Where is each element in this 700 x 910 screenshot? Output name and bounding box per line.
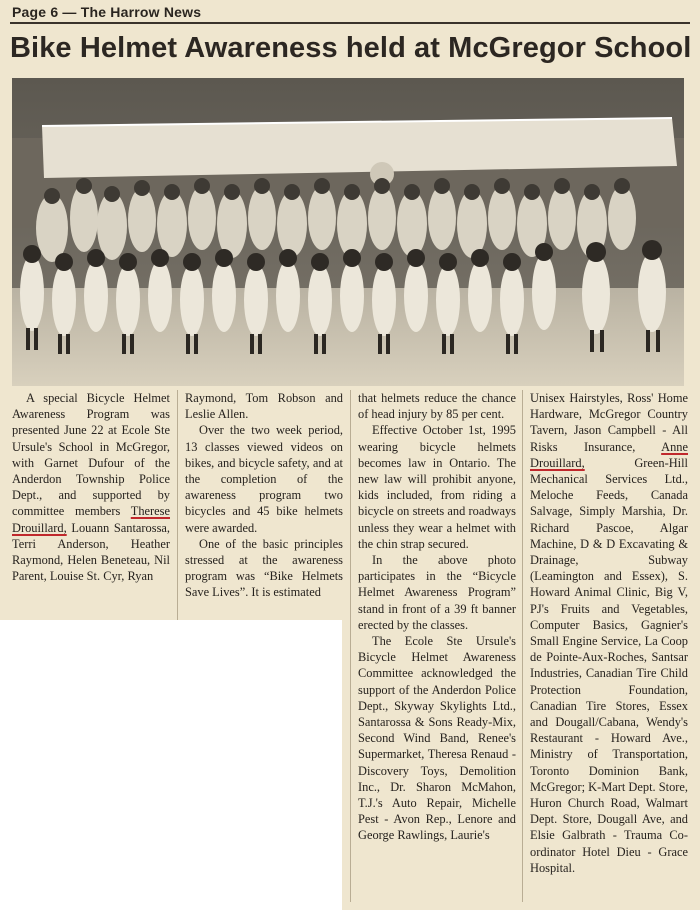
article-column-2	[185, 390, 343, 601]
article-column-1	[12, 390, 170, 584]
paragraph-text: Over the two week period, 13 classes viewed videos on bikes, and bicycle safety, and at the completion of the awareness program two bicycles and 45 bike helmets were awarded.	[185, 423, 343, 535]
column-rule	[350, 390, 351, 902]
paragraph-text: In the above photo participates in the “Bicycle Helmet Awareness Program” stand in front of a 39 ft banner erected by the classes.	[358, 553, 516, 632]
photo-illustration	[12, 78, 684, 386]
page-blank-area	[0, 620, 342, 910]
paragraph-text: Louann Santarossa, Terri Anderson, Heather Raymond, Helen Beneteau, Nil Parent, Louise St. Cyr, Ryan	[12, 520, 170, 584]
article-paragraph	[185, 536, 343, 601]
article-paragraph	[530, 390, 688, 876]
paragraph-text: One of the basic principles stressed at the awareness program was “Bike Helmets Save Lives”. It is estimated	[185, 536, 343, 600]
article-column-4	[530, 390, 688, 900]
underlined-name: Therese Drouillard,	[12, 504, 170, 535]
article-paragraph	[12, 390, 170, 584]
paragraph-text: Effective October 1st, 1995 wearing bicycle helmets becomes law in Ontario. The new law will prohibit anyone, kids included, from riding a bicycle on streets and roadways unless they wear a helmet with the chin strap secured.	[358, 423, 516, 551]
column-rule	[522, 390, 523, 902]
paragraph-text: Green-Hill Mechanical Services Ltd., Meloche Feeds, Canada Salvage, Simply Marshia, Dr. Richard Pascoe, Algar Machine, D & D Excavating & Drainage, Subway (Leamington and Essex), S. Howard Animal Clinic, Big V, PJ's Fruits and Vegetables, Computer Basics, Gagnier's Small Engine Service, La Coop de Pointe-Aux-Roches, Santsar Industries, Canadian Tire Child Protection Foundation, Canadian Tire Stores, Essex and Dougall/Cabana, Wendy's Restaurant - Howard Ave., Ministry of Transportation, Toronto Dominion Bank, McGregor; K-Mart Dept. Store, Huron Church Road, Walmart Dept. Store, Dougall Ave, and Elsie Galbrath - Trauma Co-ordinator Hotel Dieu - Grace Hospital.	[530, 455, 688, 875]
underlined-name: Anne Drouillard,	[530, 439, 688, 470]
article-paragraph	[185, 390, 343, 422]
paragraph-text: The Ecole Ste Ursule's Bicycle Helmet Awareness Committee acknowledged the support of the Anderdon Police Dept., Skyway Skylights Ltd., Santarossa & Sons Ready-Mix, Second Wind Band, Renee's Supermarket, Theresa Renaud - Discovery Toys, Demolition Inc., Dr. Sharon McMahon, T.J.'s Auto Repair, Michelle Pest - Avon Rep., Lenore and George Rawlings, Laurie's	[358, 634, 516, 843]
paragraph-text: A special Bicycle Helmet Awareness Program was presented June 22 at Ecole Ste Ursule's School in McGregor, with Garnet Dufour of the Anderdon Township Police Dept., and supported by committee members	[12, 391, 170, 519]
group-photo-icon	[12, 78, 684, 386]
article-paragraph	[358, 552, 516, 633]
page-folio: Page 6 — The Harrow News	[12, 4, 202, 20]
paragraph-text: Raymond, Tom Robson and Leslie Allen.	[185, 391, 343, 422]
headline: Bike Helmet Awareness held at McGregor School	[10, 32, 692, 64]
article-paragraph	[358, 422, 516, 552]
paragraph-text: Unisex Hairstyles, Ross' Home Hardware, McGregor Country Tavern, Jason Campbell - All Risks Insurance,	[530, 391, 688, 454]
folio-rule	[10, 22, 690, 24]
article-paragraph	[358, 390, 516, 422]
paragraph-text: that helmets reduce the chance of head injury by 85 per cent.	[358, 391, 516, 422]
article-paragraph	[185, 422, 343, 535]
article-paragraph	[358, 633, 516, 844]
article-column-3	[358, 390, 516, 900]
